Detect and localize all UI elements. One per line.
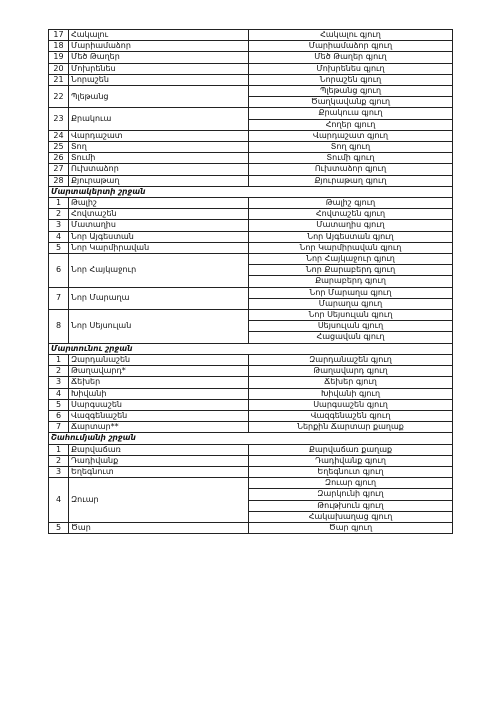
settlement-name: Թալիշ գյուղ	[249, 198, 453, 209]
row-number: 7	[49, 422, 69, 433]
community-name: Նոր Այգեստան	[69, 231, 249, 242]
table-row	[49, 220, 453, 231]
settlement-name: Զարկունի գյուղ	[249, 489, 453, 500]
settlement-name: Քրակուա գյուղ	[249, 108, 453, 119]
row-number: 8	[49, 310, 69, 344]
table-row	[49, 142, 453, 153]
community-name: Պլեթանց	[69, 86, 249, 108]
settlement-name: Նոր Հայկաջուր գյուղ	[249, 254, 453, 265]
community-name: Նորաշեն	[69, 74, 249, 85]
settlement-name: Ճեխեր գյուղ	[249, 377, 453, 388]
row-number: 2	[49, 366, 69, 377]
community-name: Դադիվանք	[69, 455, 249, 466]
table-row	[49, 478, 453, 489]
row-number: 23	[49, 108, 69, 130]
row-number: 5	[49, 399, 69, 410]
table-body	[49, 30, 453, 534]
community-name: Ճարտար**	[69, 422, 249, 433]
community-name: Եղեգնուտ	[69, 466, 249, 477]
table-row	[49, 287, 453, 298]
table-row	[49, 242, 453, 253]
settlement-name: Թութխուն գյուղ	[249, 500, 453, 511]
settlement-name: Զուար գյուղ	[249, 478, 453, 489]
row-number: 24	[49, 130, 69, 141]
table-row	[49, 410, 453, 421]
row-number: 17	[49, 30, 69, 41]
table-row	[49, 153, 453, 164]
community-name: Թաղավարդ*	[69, 366, 249, 377]
settlement-name: Նոր Մարաղա գյուղ	[249, 287, 453, 298]
row-number: 5	[49, 522, 69, 533]
community-name: Զարդանաշեն	[69, 354, 249, 365]
settlement-name: Տող գյուղ	[249, 142, 453, 153]
settlement-name: Տումի գյուղ	[249, 153, 453, 164]
settlement-name: Մարիամաձոր գյուղ	[249, 41, 453, 52]
settlement-name: Նոր Կարմիրավան գյուղ	[249, 242, 453, 253]
table-row	[49, 86, 453, 97]
settlement-name: Վազգենաշեն գյուղ	[249, 410, 453, 421]
table-row	[49, 108, 453, 119]
row-number: 5	[49, 242, 69, 253]
settlement-name: Մարաղա գյուղ	[249, 298, 453, 309]
table-row	[49, 455, 453, 466]
table-row	[49, 444, 453, 455]
community-name: Սարգսաշեն	[69, 399, 249, 410]
table-row	[49, 52, 453, 63]
row-number: 21	[49, 74, 69, 85]
settlement-name: Եղեգնուտ գյուղ	[249, 466, 453, 477]
settlement-name: Հակալու գյուղ	[249, 30, 453, 41]
settlement-name: Հակախաղաց գյուղ	[249, 511, 453, 522]
row-number: 3	[49, 220, 69, 231]
row-number: 19	[49, 52, 69, 63]
community-name: Զուար	[69, 478, 249, 523]
community-name: Մոխրենես	[69, 63, 249, 74]
communities-table	[48, 29, 453, 534]
table-row	[49, 522, 453, 533]
row-number: 6	[49, 254, 69, 288]
row-number: 3	[49, 466, 69, 477]
community-name: Քրակուա	[69, 108, 249, 130]
settlement-name: Հողեր գյուղ	[249, 119, 453, 130]
row-number: 4	[49, 231, 69, 242]
settlement-name: Հովտաշեն գյուղ	[249, 209, 453, 220]
section-header-row	[49, 433, 453, 444]
settlement-name: Մոխրենես գյուղ	[249, 63, 453, 74]
table-row	[49, 63, 453, 74]
row-number: 3	[49, 377, 69, 388]
settlement-name: Թաղավարդ գյուղ	[249, 366, 453, 377]
row-number: 2	[49, 209, 69, 220]
row-number: 1	[49, 444, 69, 455]
row-number: 1	[49, 354, 69, 365]
community-name: Նոր Հայկաջուր	[69, 254, 249, 288]
settlement-name: Զարդանաշեն գյուղ	[249, 354, 453, 365]
settlement-name: Մատաղիս գյուղ	[249, 220, 453, 231]
community-name: Տումի	[69, 153, 249, 164]
row-number: 1	[49, 198, 69, 209]
row-number: 7	[49, 287, 69, 309]
settlement-name: Վարդաշատ գյուղ	[249, 130, 453, 141]
settlement-name: Դադիվանք գյուղ	[249, 455, 453, 466]
community-name: Հովտաշեն	[69, 209, 249, 220]
community-name: Թալիշ	[69, 198, 249, 209]
table-row	[49, 198, 453, 209]
community-name: Վազգենաշեն	[69, 410, 249, 421]
settlement-name: Քարվաճառ քաղաք	[249, 444, 453, 455]
community-name: Տող	[69, 142, 249, 153]
settlement-name: Նոր Սեյսուլան գյուղ	[249, 310, 453, 321]
community-name: Ճեխեր	[69, 377, 249, 388]
table-row	[49, 175, 453, 186]
settlement-name: Ներքին Ճարտար քաղաք	[249, 422, 453, 433]
community-name: Նոր Կարմիրավան	[69, 242, 249, 253]
community-name: Նոր Սեյսուլան	[69, 310, 249, 344]
table-row	[49, 164, 453, 175]
table-row	[49, 209, 453, 220]
row-number: 4	[49, 478, 69, 523]
community-name: Մատաղիս	[69, 220, 249, 231]
table-row	[49, 30, 453, 41]
community-name: Քարվաճառ	[69, 444, 249, 455]
table-row	[49, 254, 453, 265]
row-number: 27	[49, 164, 69, 175]
community-name: Ծար	[69, 522, 249, 533]
settlement-name: Խիվանի գյուղ	[249, 388, 453, 399]
row-number: 25	[49, 142, 69, 153]
table-row	[49, 74, 453, 85]
table-row	[49, 354, 453, 365]
table-row	[49, 366, 453, 377]
settlement-name: Ծար գյուղ	[249, 522, 453, 533]
settlement-name: Նորաշեն գյուղ	[249, 74, 453, 85]
section-title: Մարտունու շրջան	[49, 343, 453, 354]
row-number: 20	[49, 63, 69, 74]
settlement-name: Սեյսուլան գյուղ	[249, 321, 453, 332]
settlement-name: Հացավան գյուղ	[249, 332, 453, 343]
community-name: Վարդաշատ	[69, 130, 249, 141]
table-row	[49, 466, 453, 477]
table-row	[49, 130, 453, 141]
settlement-name: Ուխտաձոր գյուղ	[249, 164, 453, 175]
table-row	[49, 422, 453, 433]
row-number: 6	[49, 410, 69, 421]
table-row	[49, 388, 453, 399]
community-name: Նոր Մարաղա	[69, 287, 249, 309]
settlement-name: Նոր Քարաբերդ գյուղ	[249, 265, 453, 276]
settlement-name: Նոր Այգեստան գյուղ	[249, 231, 453, 242]
community-name: Մարիամաձոր	[69, 41, 249, 52]
table-row	[49, 310, 453, 321]
document-page	[48, 29, 453, 534]
community-name: Հակալու	[69, 30, 249, 41]
row-number: 18	[49, 41, 69, 52]
section-header-row	[49, 186, 453, 197]
settlement-name: Ծաղկավանք գյուղ	[249, 97, 453, 108]
table-row	[49, 377, 453, 388]
row-number: 4	[49, 388, 69, 399]
community-name: Խիվանի	[69, 388, 249, 399]
table-row	[49, 399, 453, 410]
section-title: Շահումյանի շրջան	[49, 433, 453, 444]
row-number: 22	[49, 86, 69, 108]
row-number: 28	[49, 175, 69, 186]
settlement-name: Մեծ Թաղեր գյուղ	[249, 52, 453, 63]
section-title: Մարտակերտի շրջան	[49, 186, 453, 197]
table-row	[49, 41, 453, 52]
settlement-name: Պլեթանց գյուղ	[249, 86, 453, 97]
community-name: Քյուրաթաղ	[69, 175, 249, 186]
settlement-name: Սարգսաշեն գյուղ	[249, 399, 453, 410]
community-name: Մեծ Թաղեր	[69, 52, 249, 63]
section-header-row	[49, 343, 453, 354]
settlement-name: Քարաբերդ գյուղ	[249, 276, 453, 287]
settlement-name: Քյուրաթաղ գյուղ	[249, 175, 453, 186]
row-number: 2	[49, 455, 69, 466]
community-name: Ուխտաձոր	[69, 164, 249, 175]
row-number: 26	[49, 153, 69, 164]
table-row	[49, 231, 453, 242]
